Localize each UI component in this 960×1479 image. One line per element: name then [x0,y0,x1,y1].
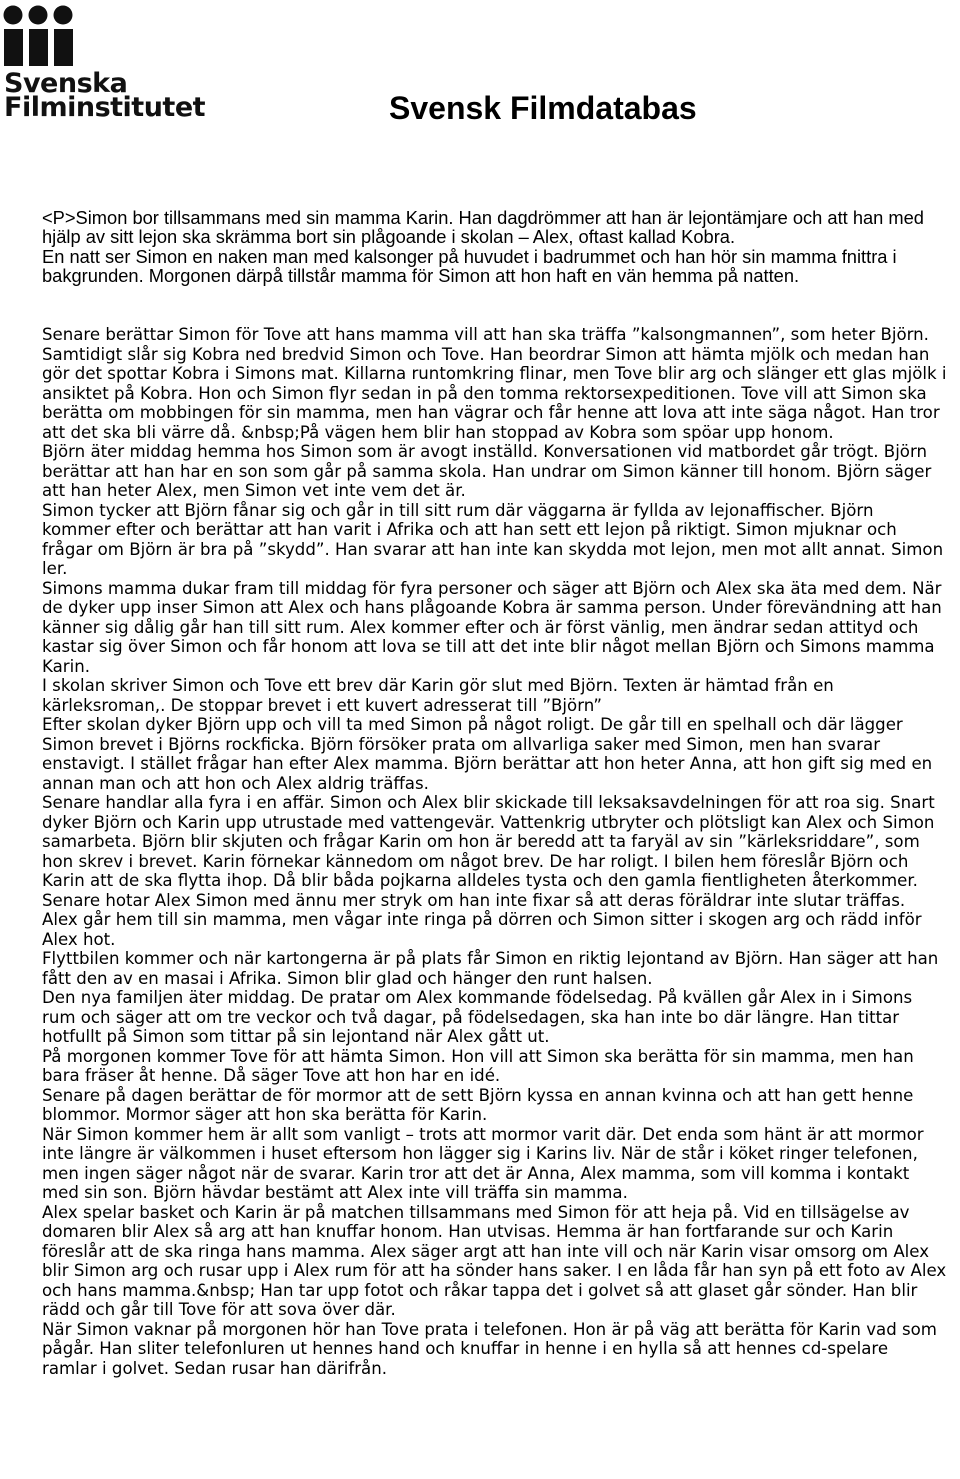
intro-paragraph: <P>Simon bor tillsammans med sin mamma Karin. Han dagdrömmer att han är lejontämjare och att han med hjälp av sitt lejon ska skrämma bort sin plågoande i skolan – Alex, oftast kallad Kobra. [42,207,924,248]
body-paragraph: Björn äter middag hemma hos Simon som är avogt inställd. Konversationen vid matbordet går trögt. Björn berättar att han har en son som går på samma skola. Han undrar om Simon känner till honom. Björn säger att han heter Alex, men Simon vet inte vem det är. [42,442,932,500]
body-paragraph: Den nya familjen äter middag. De pratar om Alex kommande födelsedag. På kvällen går Alex in i Simons rum och säger att om tre veckor och två dagar, på födelsedagen, ska han inte bo där längre. Han tittar hotfullt på Simon som tittar på sin lejontand när Alex gått ut. [42,988,913,1046]
body-paragraph: Flyttbilen kommer och när kartongerna är på plats får Simon en riktig lejontand av Björn. Han säger att han fått den av en masai i Afrika. Simon blir glad och hänger den runt halsen. [42,949,939,988]
site-title: Svensk Filmdatabas [389,90,697,126]
body-paragraph: Senare berättar Simon för Tove att hans mamma vill att han ska träffa ”kalsongmannen”, som heter Björn. Samtidigt slår sig Kobra ned bredvid Simon och Tove. Han beordrar Simon att hämta mjölk och medan han gör det spottar Kobra i Simons mat. Killarna runtomkring flinar, men Tove blir arg och slänger ett glas mjölk i ansiktet på Kobra. Hon och Simon flyr sedan in på den tomma rektorsexpeditionen. Tove vill att Simon ska berätta om mobbingen för sin mamma, men han vägrar och får henne att lova att inte säga något. Han tror att det ska bli värre då. &nbsp;På vägen hem blir han stoppad av Kobra som spöar upp honom. [42,325,947,442]
body-paragraph: Simon tycker att Björn fånar sig och går in till sitt rum där väggarna är fyllda av lejonaffischer. Björn kommer efter och berättar att han varit i Afrika och att han sett ett lejon på riktigt. Simon mjuknar och frågar om Björn är bra på ”skydd”. Han svarar att han inte kan skydda mot lejon, men mot allt annat. Simon ler. [42,500,944,578]
body-paragraph: Senare på dagen berättar de för mormor att de sett Björn kyssa en annan kvinna och att han gett henne blommor. Mormor säger att hon ska berätta för Karin. [42,1085,914,1124]
body-paragraph: När Simon vaknar på morgonen hör han Tove prata i telefonen. Hon är på väg att berätta för Karin vad som pågår. Han sliter telefonluren ut hennes hand och knuffar in henne i en hylla så att hennes cd-spelare ramlar i golvet. Sedan rusar han därifrån. [42,1319,937,1378]
logo-text-line1: Svenska [4,68,128,99]
body-paragraph: På morgonen kommer Tove för att hämta Simon. Hon vill att Simon ska berätta för sin mamma, men han bara fräser åt henne. Då säger Tove att hon har en idé. [42,1046,914,1085]
body-paragraph: Simons mamma dukar fram till middag för fyra personer och säger att Björn och Alex ska äta med dem. När de dyker upp inser Simon att Alex och hans plågoande Kobra är samma person. Under förevändning att han känner sig dålig går han till sitt rum. Alex kommer efter och är först vänlig, men ändrar sedan attityd och kastar sig över Simon och får honom att lova se till att det inte blir något mellan Björn och Simons mamma Karin. [42,578,942,676]
body-paragraph: Efter skolan dyker Björn upp och vill ta med Simon på något roligt. De går till en spelhall och där lägger Simon brevet i Björns rockficka. Björn försöker prata om allvarliga saker med Simon, men han svarar enstavigt. I stället frågar han efter Alex mamma. Björn berättar att hon heter Anna, att hon gift sig med en annan man och att hon och Alex aldrig träffas. [42,715,933,793]
logo-text-line2: Filminstitutet [4,92,206,123]
body-paragraph: Alex går hem till sin mamma, men vågar inte ringa på dörren och Simon sitter i skogen arg och rädd inför Alex hot. [42,910,922,949]
body-paragraph: Senare handlar alla fyra i en affär. Simon och Alex blir skickade till leksaksavdelningen för att roa sig. Snart dyker Björn och Karin upp utrustade med vattengevär. Vattenkrig utbryter och plötsligt kan Alex och Simon samarbeta. Björn blir skjuten och frågar Karin om hon är beredd att ta faryäl av sin ”kärleksriddare”, som hon skrev i brevet. Karin förnekar kännedom om något brev. De har roligt. I bilen hem föreslår Björn och Karin att de ska flytta ihop. Då blir båda pojkarna alldeles tysta och den gamla fientligheten återkommer. Senare hotar Alex Simon med ännu mer stryk om han inte fixar så att deras föräldrar inte slutar träffas. [42,793,935,910]
svenska-filminstitutet-logo[interactable] [2,4,206,124]
body-paragraph: När Simon kommer hem är allt som vanligt – trots att mormor varit där. Det enda som hänt är att mormor inte längre är välkommen i huset eftersom hon lägger sig i Karins liv. När de står i köket ringer telefonen, men ingen säger något när de svarar. Karin tror att det är Anna, Alex mamma, som vill komma i kontakt med sin son. Björn hävdar bestämt att Alex inte vill träffa sin mamma. [42,1124,924,1202]
synopsis-intro [42,208,942,285]
intro-paragraph: En natt ser Simon en naken man med kalsonger på huvudet i badrummet och han hör sin mamma fnittra i bakgrunden. Morgonen därpå tillstår mamma för Simon att hon haft en vän hemma på natten. [42,245,897,286]
logo-mark-icon [2,4,82,68]
synopsis-body [42,325,947,1378]
body-paragraph: Alex spelar basket och Karin är på matchen tillsammans med Simon för att heja på. Vid en tillsägelse av domaren blir Alex så arg att han knuffar honom. Han utvisas. Hemma är han fortfarande sur och Karin föreslår att de ska ringa hans mamma. Alex säger argt att han inte vill och när Karin visar omsorg om Alex blir Simon arg och rusar upp i Alex rum för att ha sönder hans saker. I en låda får han syn på ett foto av Alex och hans mamma.&nbsp; Han tar upp fotot och råkar tappa det i golvet så att glaset går sönder. Han blir rädd och går till Tove för att sova över där. [42,1202,947,1319]
body-paragraph: I skolan skriver Simon och Tove ett brev där Karin gör slut med Björn. Texten är hämtad från en kärleksroman,. De stoppar brevet i ett kuvert adresserat till ”Björn” [42,676,834,715]
